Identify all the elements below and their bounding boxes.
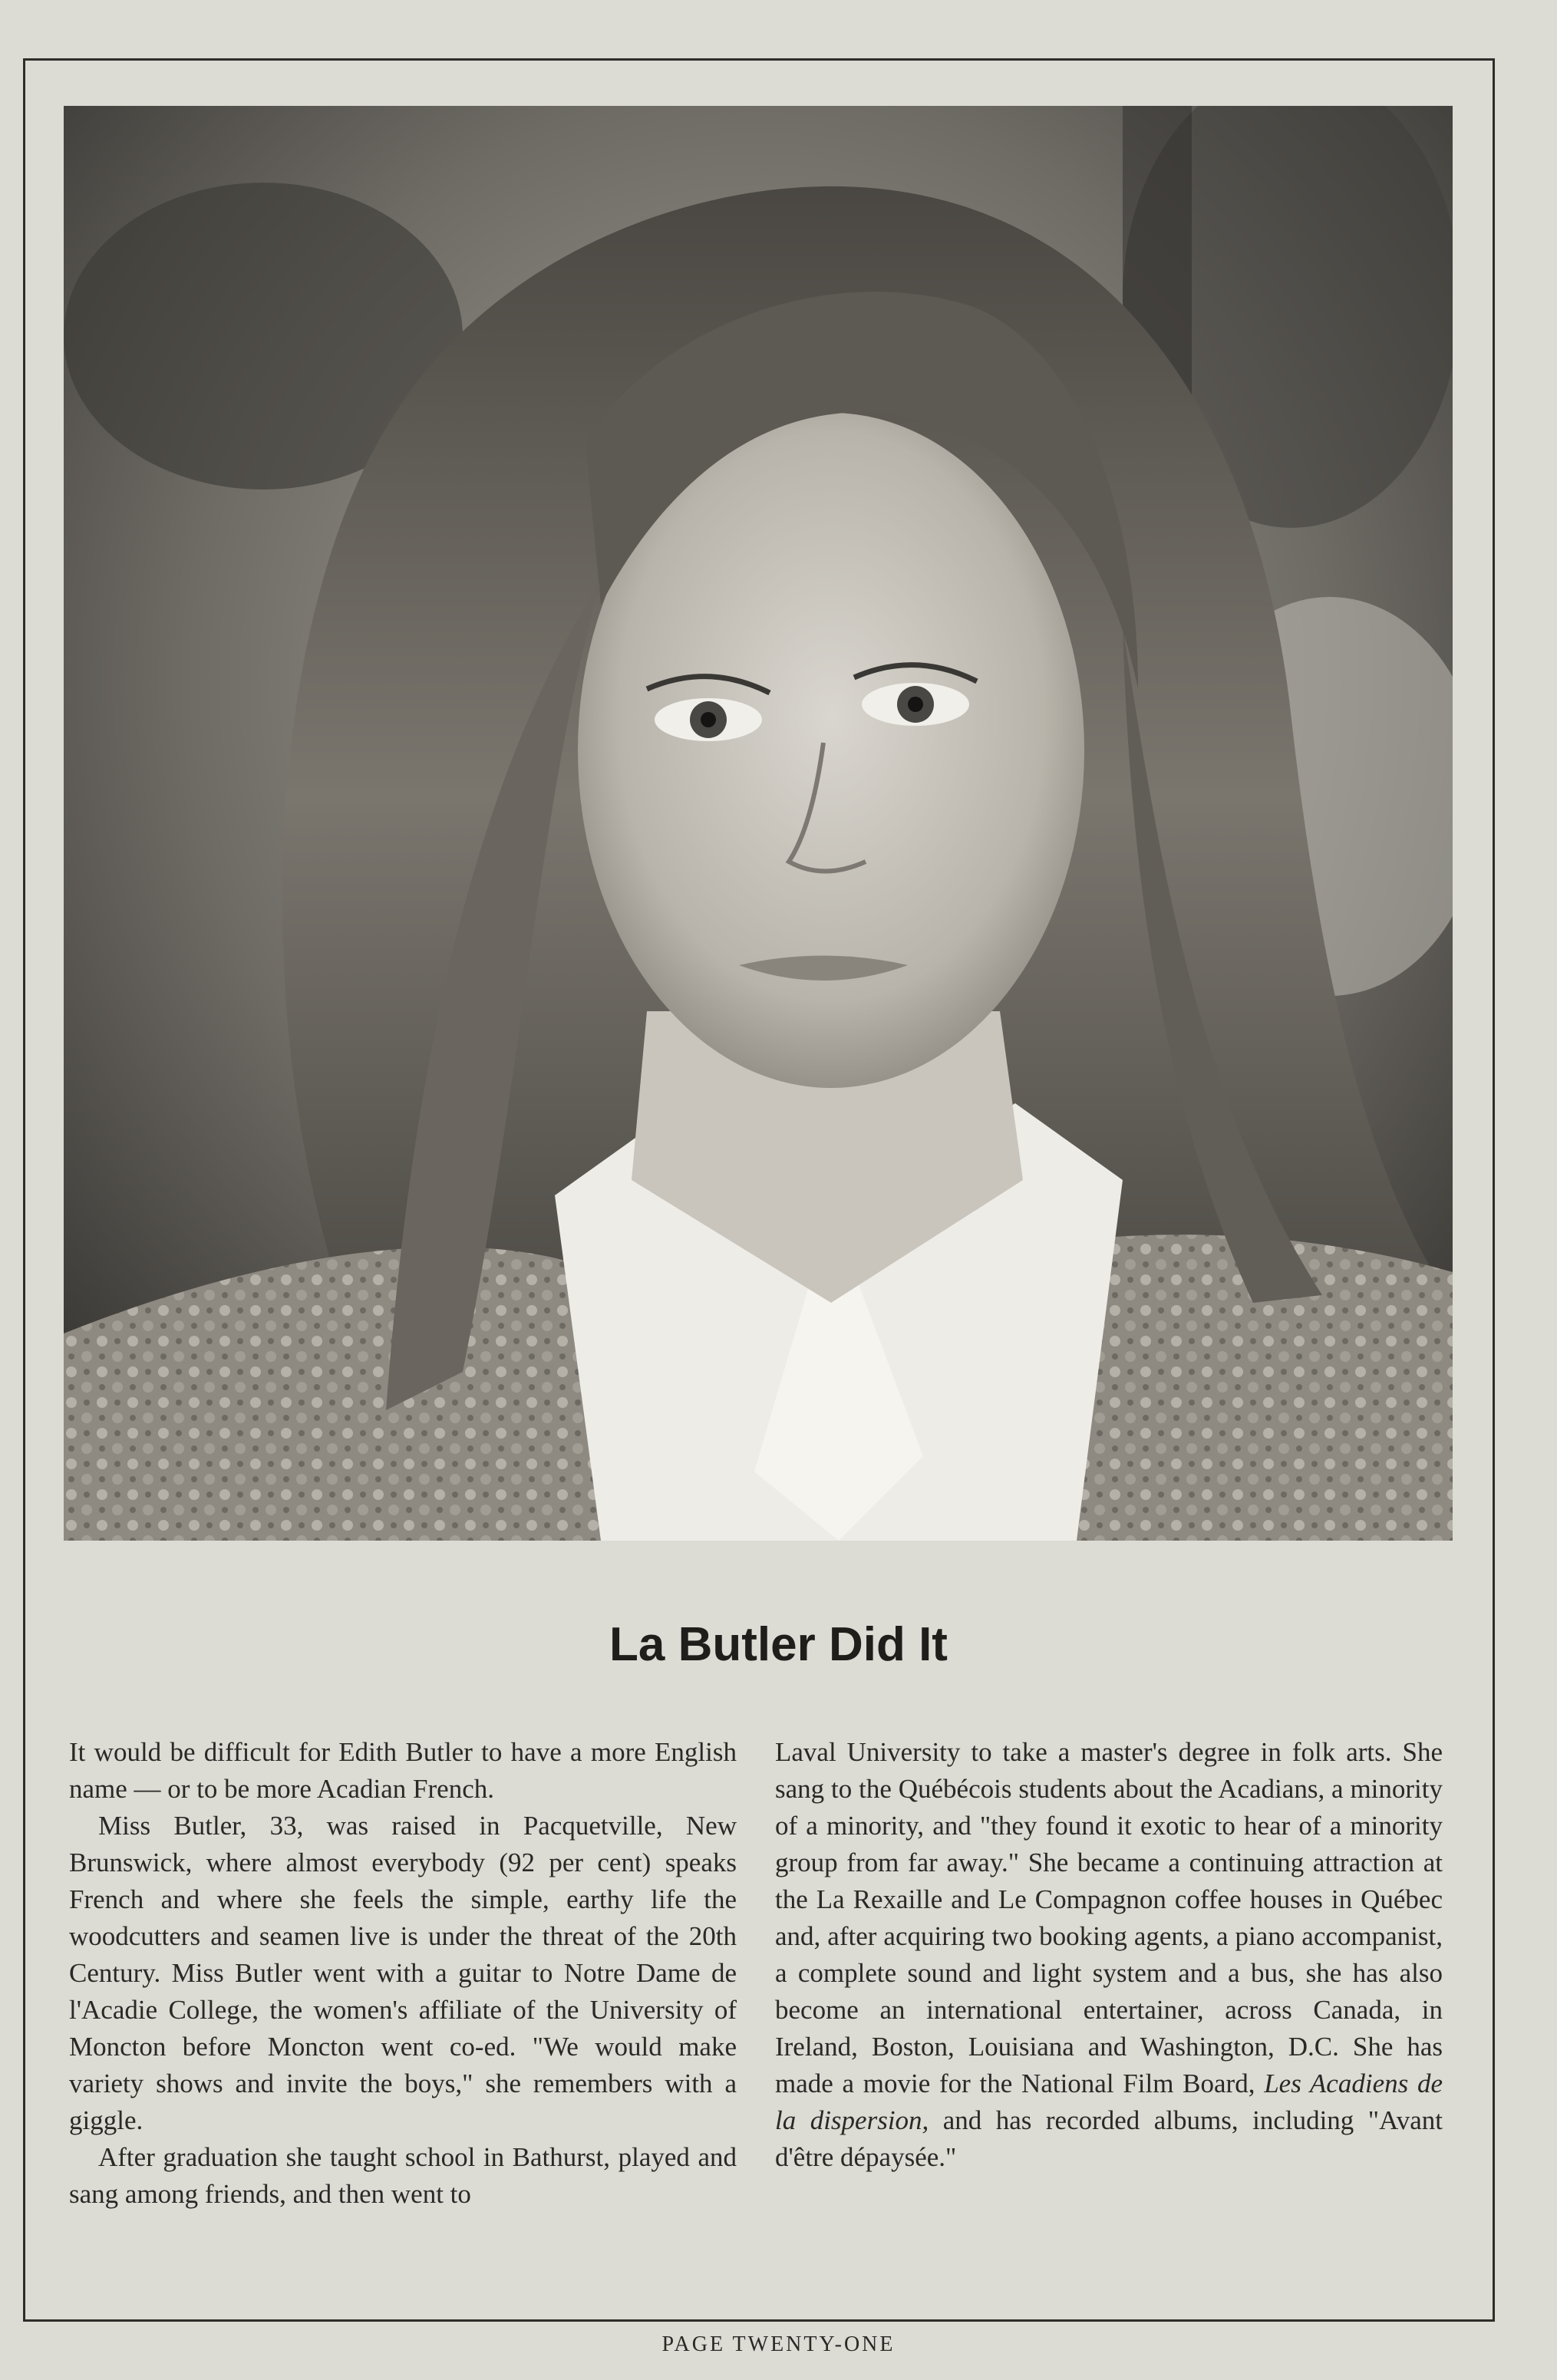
paragraph-text: Laval University to take a master's degree in folk arts. She sang to the Québécois students about the Acadians, a minority of a minority, and "they found it exotic to hear of a minority group from far away." She became a continuing attraction at the La Rexaille and Le Compagnon coffee houses in Québec and, after acquiring two booking agents, a piano accompanist, a complete sound and light system and a bus, she has also become an international entertainer, across Canada, in Ireland, Boston, Louisiana and Washington, D.C. She has made a movie for the National Film Board, [775, 1737, 1443, 2098]
paragraph: It would be difficult for Edith Butler to have a more English name — or to be more Acadian French. [69, 1737, 737, 1804]
paragraph-text: and has recorded albums, including "Avant d'être dépaysée." [775, 2105, 1443, 2172]
page-number: PAGE TWENTY-ONE [661, 2332, 896, 2356]
article-column-right [775, 1734, 1443, 2176]
paragraph: After graduation she taught school in Bathurst, played and sang among friends, and then went to [69, 2142, 737, 2209]
paragraph [775, 1734, 1443, 2176]
article-title: La Butler Did It [609, 1618, 948, 1671]
film-title: Les Acadiens de la dispersion, [775, 2068, 1443, 2135]
paragraph: Miss Butler, 33, was raised in Pacquetville, New Brunswick, where almost everybody (92 per cent) speaks French and where she feels the simple, earthy life the woodcutters and seamen live is under the threat of the 20th Century. Miss Butler went with a guitar to Notre Dame de l'Acadie College, the women's affiliate of the University of Moncton before Moncton went co-ed. "We would make variety shows and invite the boys," she remembers with a giggle. [69, 1811, 737, 2135]
portrait-illustration [64, 106, 1453, 1541]
article-column-left [69, 1734, 737, 2213]
portrait-photo [64, 106, 1453, 1541]
